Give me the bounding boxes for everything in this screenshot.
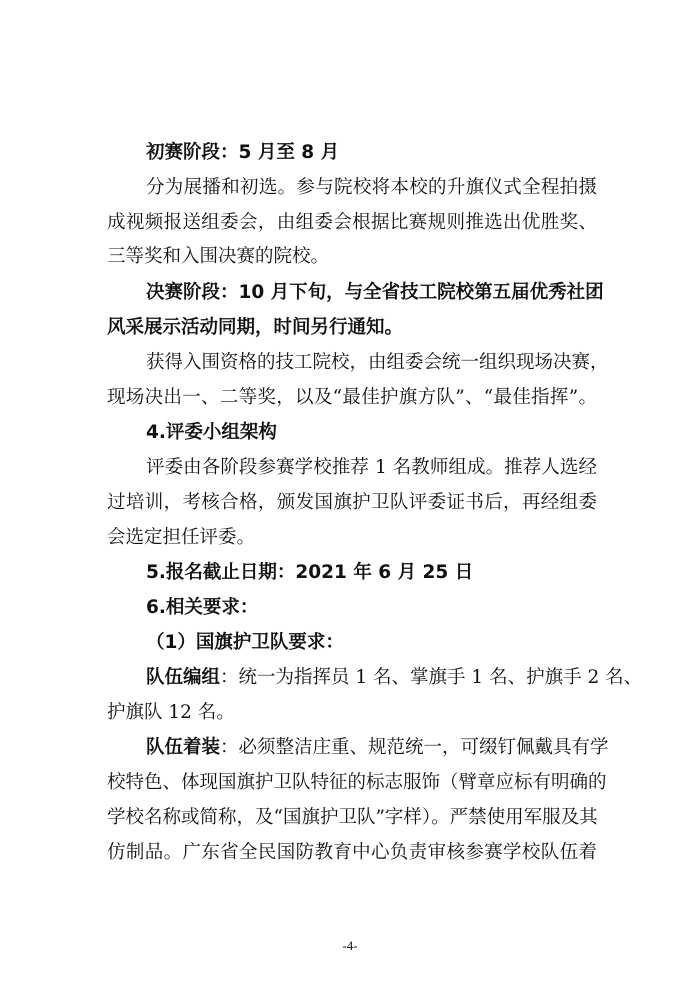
- paragraph-line: 会选定担任评委。: [107, 527, 256, 548]
- paragraph-line: 校特色、体现国旗护卫队特征的标志服饰（臂章应标有明确的: [107, 772, 607, 793]
- paragraph-line: 三等奖和入围决赛的院校。: [107, 246, 330, 267]
- heading-registration-deadline: 5.报名截止日期：2021 年 6 月 25 日: [146, 562, 474, 583]
- paragraph-line: 学校名称或简称，及“国旗护卫队”字样）。严禁使用军服及其: [107, 807, 598, 828]
- paragraph-line: 护旗队 12 名。: [107, 702, 235, 723]
- heading-judges-panel: 4.评委小组架构: [146, 422, 277, 443]
- paragraph-line: 分为展播和初选。参与院校将本校的升旗仪式全程拍摄: [146, 177, 597, 198]
- heading-final-stage-cont: 风采展示活动同期，时间另行通知。: [107, 317, 404, 338]
- heading-flag-guard-requirements: （1）国旗护卫队要求：: [146, 632, 344, 653]
- paragraph-line: 过培训，考核合格，颁发国旗护卫队评委证书后，再经组委: [107, 492, 597, 513]
- text-team-attire: ：必须整洁庄重、规范统一，可缀钉佩戴具有学: [220, 737, 609, 758]
- page-number: -4-: [342, 938, 358, 953]
- paragraph-line: 现场决出一、二等奖，以及“最佳护旗方队”、“最佳指挥”。: [107, 387, 597, 408]
- text-team-formation: ：统一为指挥员 1 名、掌旗手 1 名、护旗手 2 名、: [220, 667, 643, 688]
- paragraph-line: 成视频报送组委会，由组委会根据比赛规则推选出优胜奖、: [107, 212, 597, 233]
- paragraph-line: 仿制品。广东省全民国防教育中心负责审核参赛学校队伍着: [107, 842, 597, 863]
- paragraph-line: 评委由各阶段参赛学校推荐 1 名教师组成。推荐人选经: [146, 457, 597, 478]
- heading-preliminary-stage: 初赛阶段：5 月至 8 月: [146, 142, 340, 163]
- paragraph-line: 获得入围资格的技工院校，由组委会统一组织现场决赛，: [146, 352, 609, 373]
- paragraph-line: [146, 666, 643, 690]
- label-team-attire: 队伍着装: [146, 737, 221, 758]
- label-team-formation: 队伍编组: [146, 667, 221, 688]
- heading-requirements: 6.相关要求：: [146, 597, 259, 618]
- paragraph-line: [146, 736, 609, 760]
- heading-final-stage: 决赛阶段：10 月下旬，与全省技工院校第五届优秀社团: [146, 282, 604, 303]
